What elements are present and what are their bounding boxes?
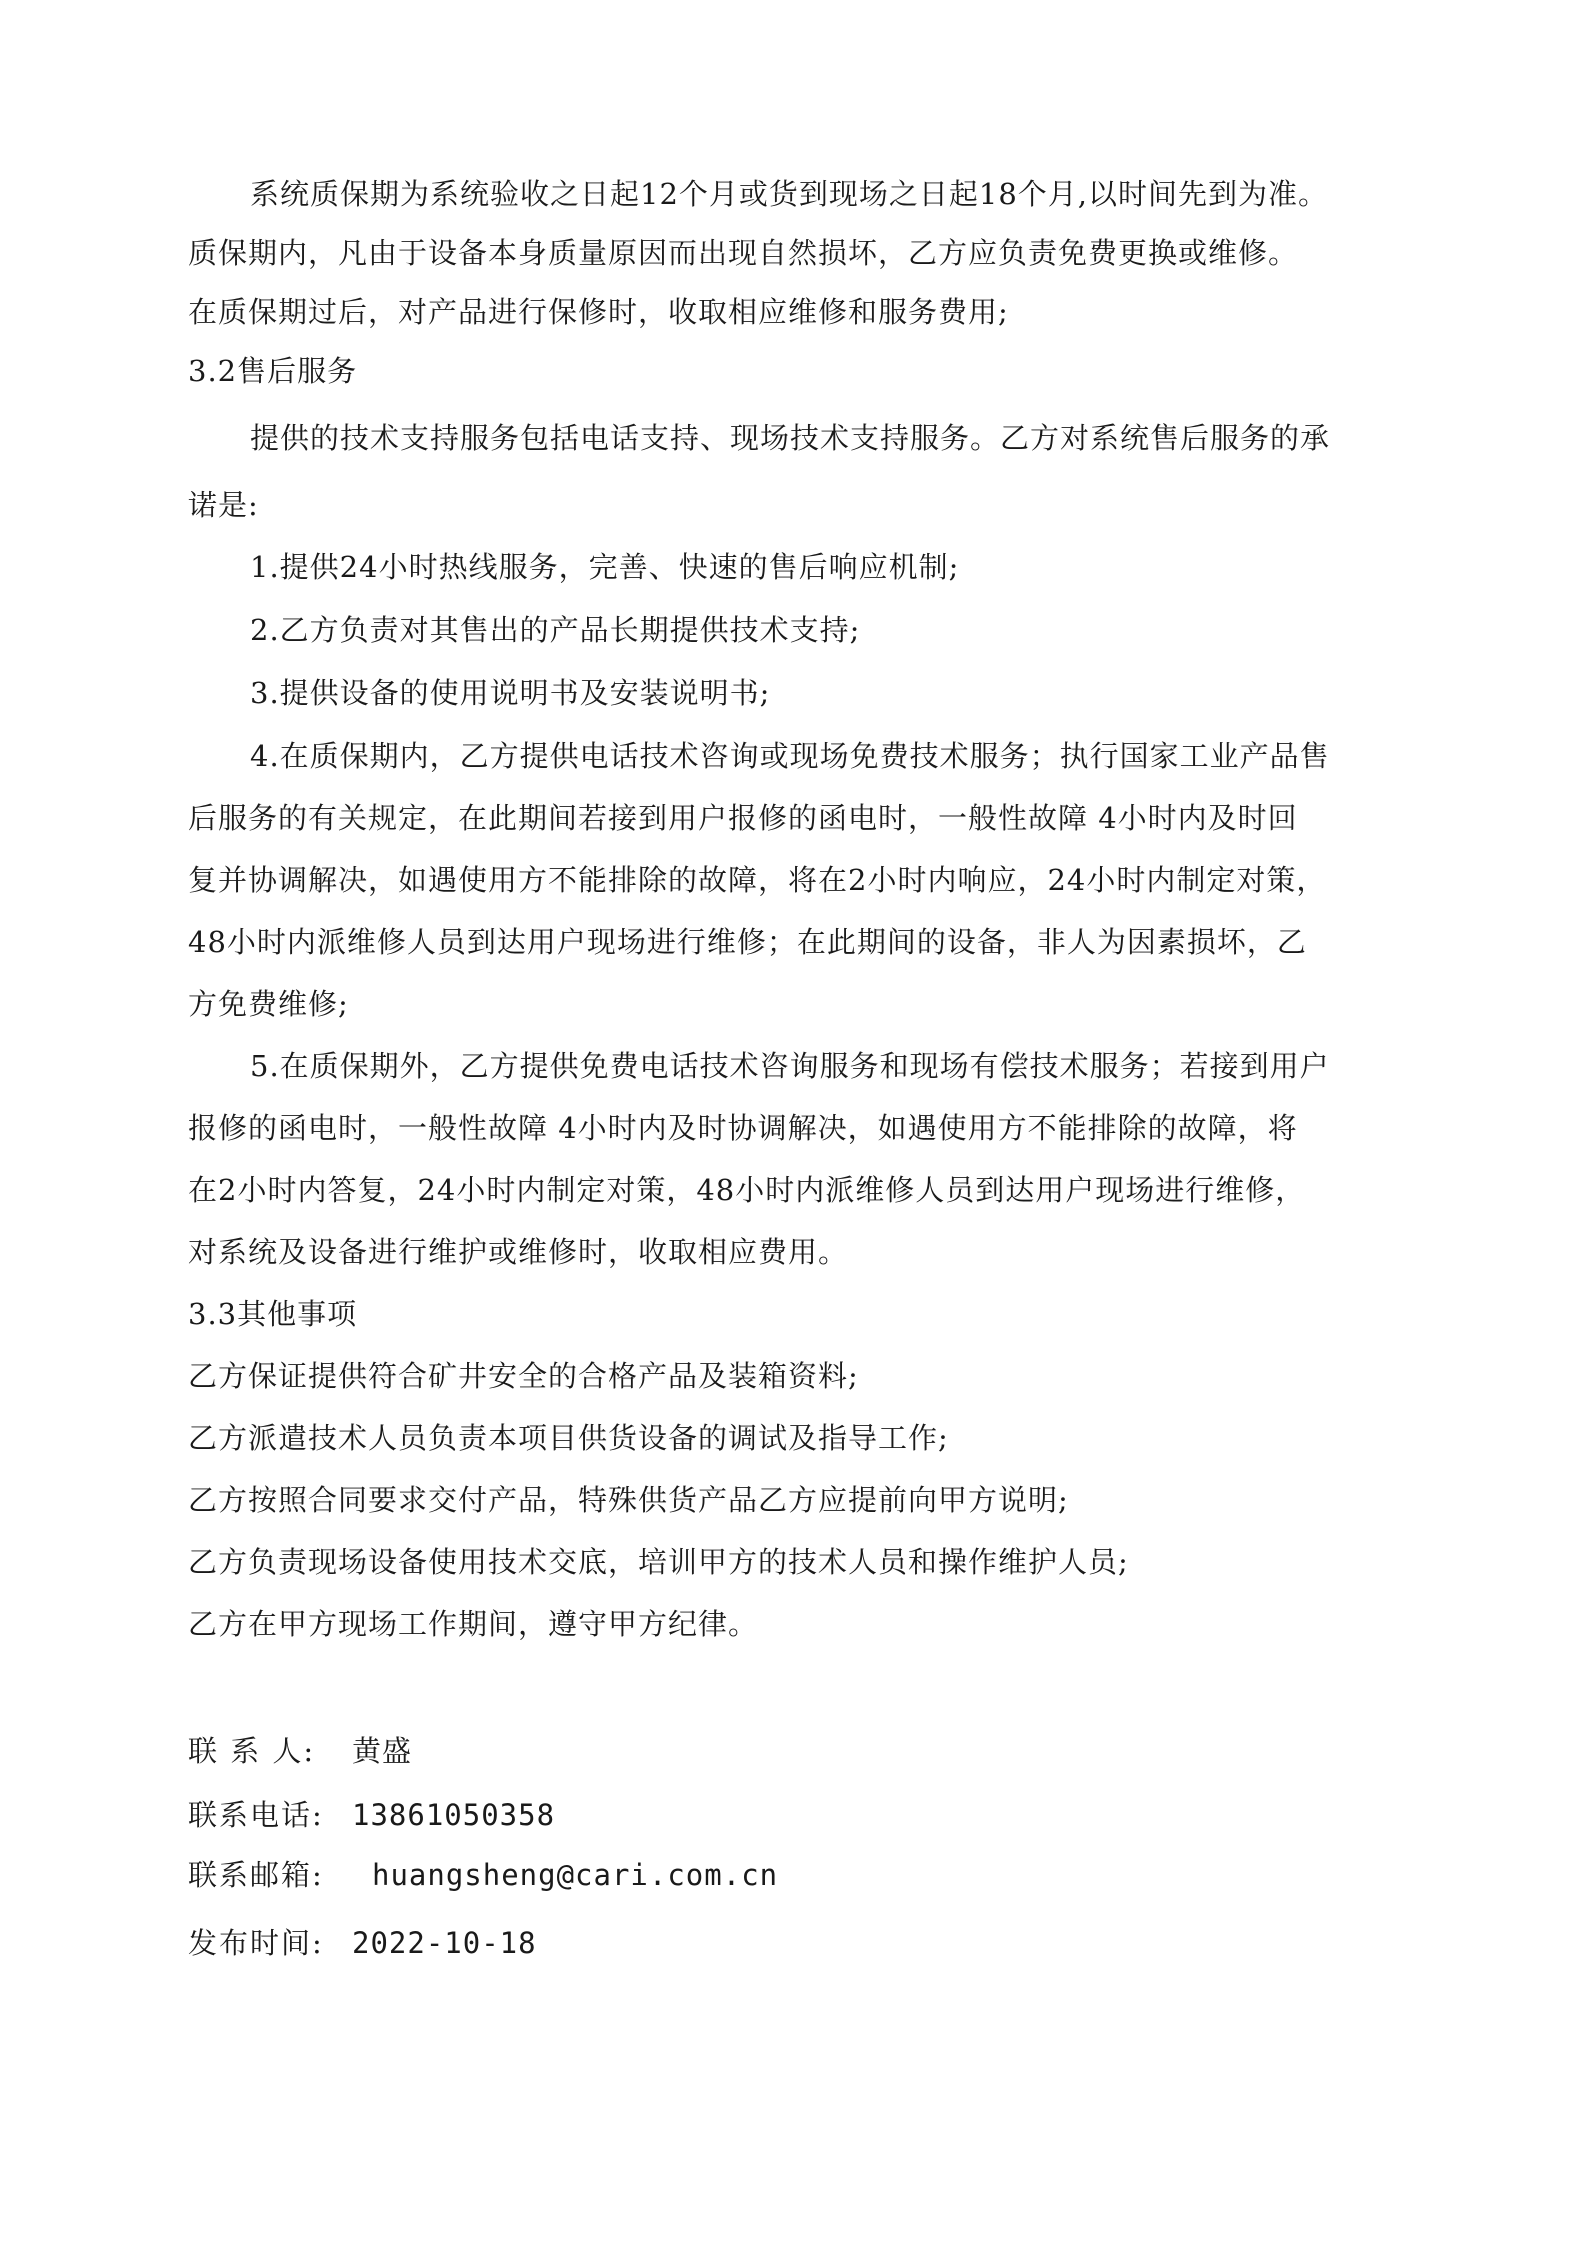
contact-person-value: 黄盛 (352, 1734, 413, 1768)
after-sales-item-5-line-4: 对系统及设备进行维护或维修时，收取相应费用。 (188, 1235, 849, 1269)
section-heading-other: 3.3其他事项 (188, 1297, 358, 1331)
after-sales-intro-line-1: 提供的技术支持服务包括电话支持、现场技术支持服务。乙方对系统售后服务的承 (250, 421, 1331, 455)
publish-date-label: 发布时间: (188, 1926, 324, 1960)
after-sales-item-4-line-3: 复并协调解决，如遇使用方不能排除的故障，将在2小时内响应，24小时内制定对策， (188, 863, 1327, 897)
publish-date-value: 2022-10-18 (352, 1926, 537, 1960)
warranty-paragraph-line-1: 系统质保期为系统验收之日起12个月或货到现场之日起18个月,以时间先到为准。 (250, 177, 1329, 211)
after-sales-item-2: 2.乙方负责对其售出的产品长期提供技术支持; (250, 613, 861, 647)
warranty-paragraph-line-2: 质保期内，凡由于设备本身质量原因而出现自然损坏，乙方应负责免费更换或维修。 (188, 236, 1299, 270)
after-sales-item-4-line-1: 4.在质保期内，乙方提供电话技术咨询或现场免费技术服务；执行国家工业产品售 (250, 739, 1330, 773)
after-sales-item-4-line-4: 48小时内派维修人员到达用户现场进行维修；在此期间的设备，非人为因素损坏，乙 (188, 925, 1307, 959)
after-sales-item-4-line-5: 方免费维修; (188, 987, 349, 1021)
after-sales-item-5-line-1: 5.在质保期外，乙方提供免费电话技术咨询服务和现场有偿技术服务；若接到用户 (250, 1049, 1330, 1083)
other-item-1: 乙方保证提供符合矿井安全的合格产品及装箱资料; (188, 1359, 859, 1393)
after-sales-intro-line-2: 诺是: (188, 488, 259, 522)
contact-email-link[interactable]: huangsheng@cari.com.cn (372, 1858, 779, 1892)
contact-person-label: 联 系 人: (188, 1734, 316, 1768)
other-item-5: 乙方在甲方现场工作期间，遵守甲方纪律。 (188, 1607, 759, 1641)
contact-email-label: 联系邮箱: (188, 1858, 324, 1892)
after-sales-item-5-line-2: 报修的函电时，一般性故障 4小时内及时协调解决，如遇使用方不能排除的故障，将 (188, 1111, 1298, 1145)
contact-phone-label: 联系电话: (188, 1798, 324, 1832)
after-sales-item-1: 1.提供24小时热线服务，完善、快速的售后响应机制; (250, 550, 960, 584)
other-item-2: 乙方派遣技术人员负责本项目供货设备的调试及指导工作; (188, 1421, 949, 1455)
other-item-3: 乙方按照合同要求交付产品，特殊供货产品乙方应提前向甲方说明; (188, 1483, 1069, 1517)
warranty-paragraph-line-3: 在质保期过后，对产品进行保修时，收取相应维修和服务费用; (188, 295, 1009, 329)
section-heading-after-sales: 3.2售后服务 (188, 354, 358, 388)
contact-phone-value: 13861050358 (352, 1798, 556, 1832)
after-sales-item-5-line-3: 在2小时内答复，24小时内制定对策，48小时内派维修人员到达用户现场进行维修， (188, 1173, 1306, 1207)
after-sales-item-4-line-2: 后服务的有关规定，在此期间若接到用户报修的函电时，一般性故障 4小时内及时回 (188, 801, 1298, 835)
after-sales-item-3: 3.提供设备的使用说明书及安装说明书; (250, 676, 771, 710)
other-item-4: 乙方负责现场设备使用技术交底，培训甲方的技术人员和操作维护人员; (188, 1545, 1129, 1579)
